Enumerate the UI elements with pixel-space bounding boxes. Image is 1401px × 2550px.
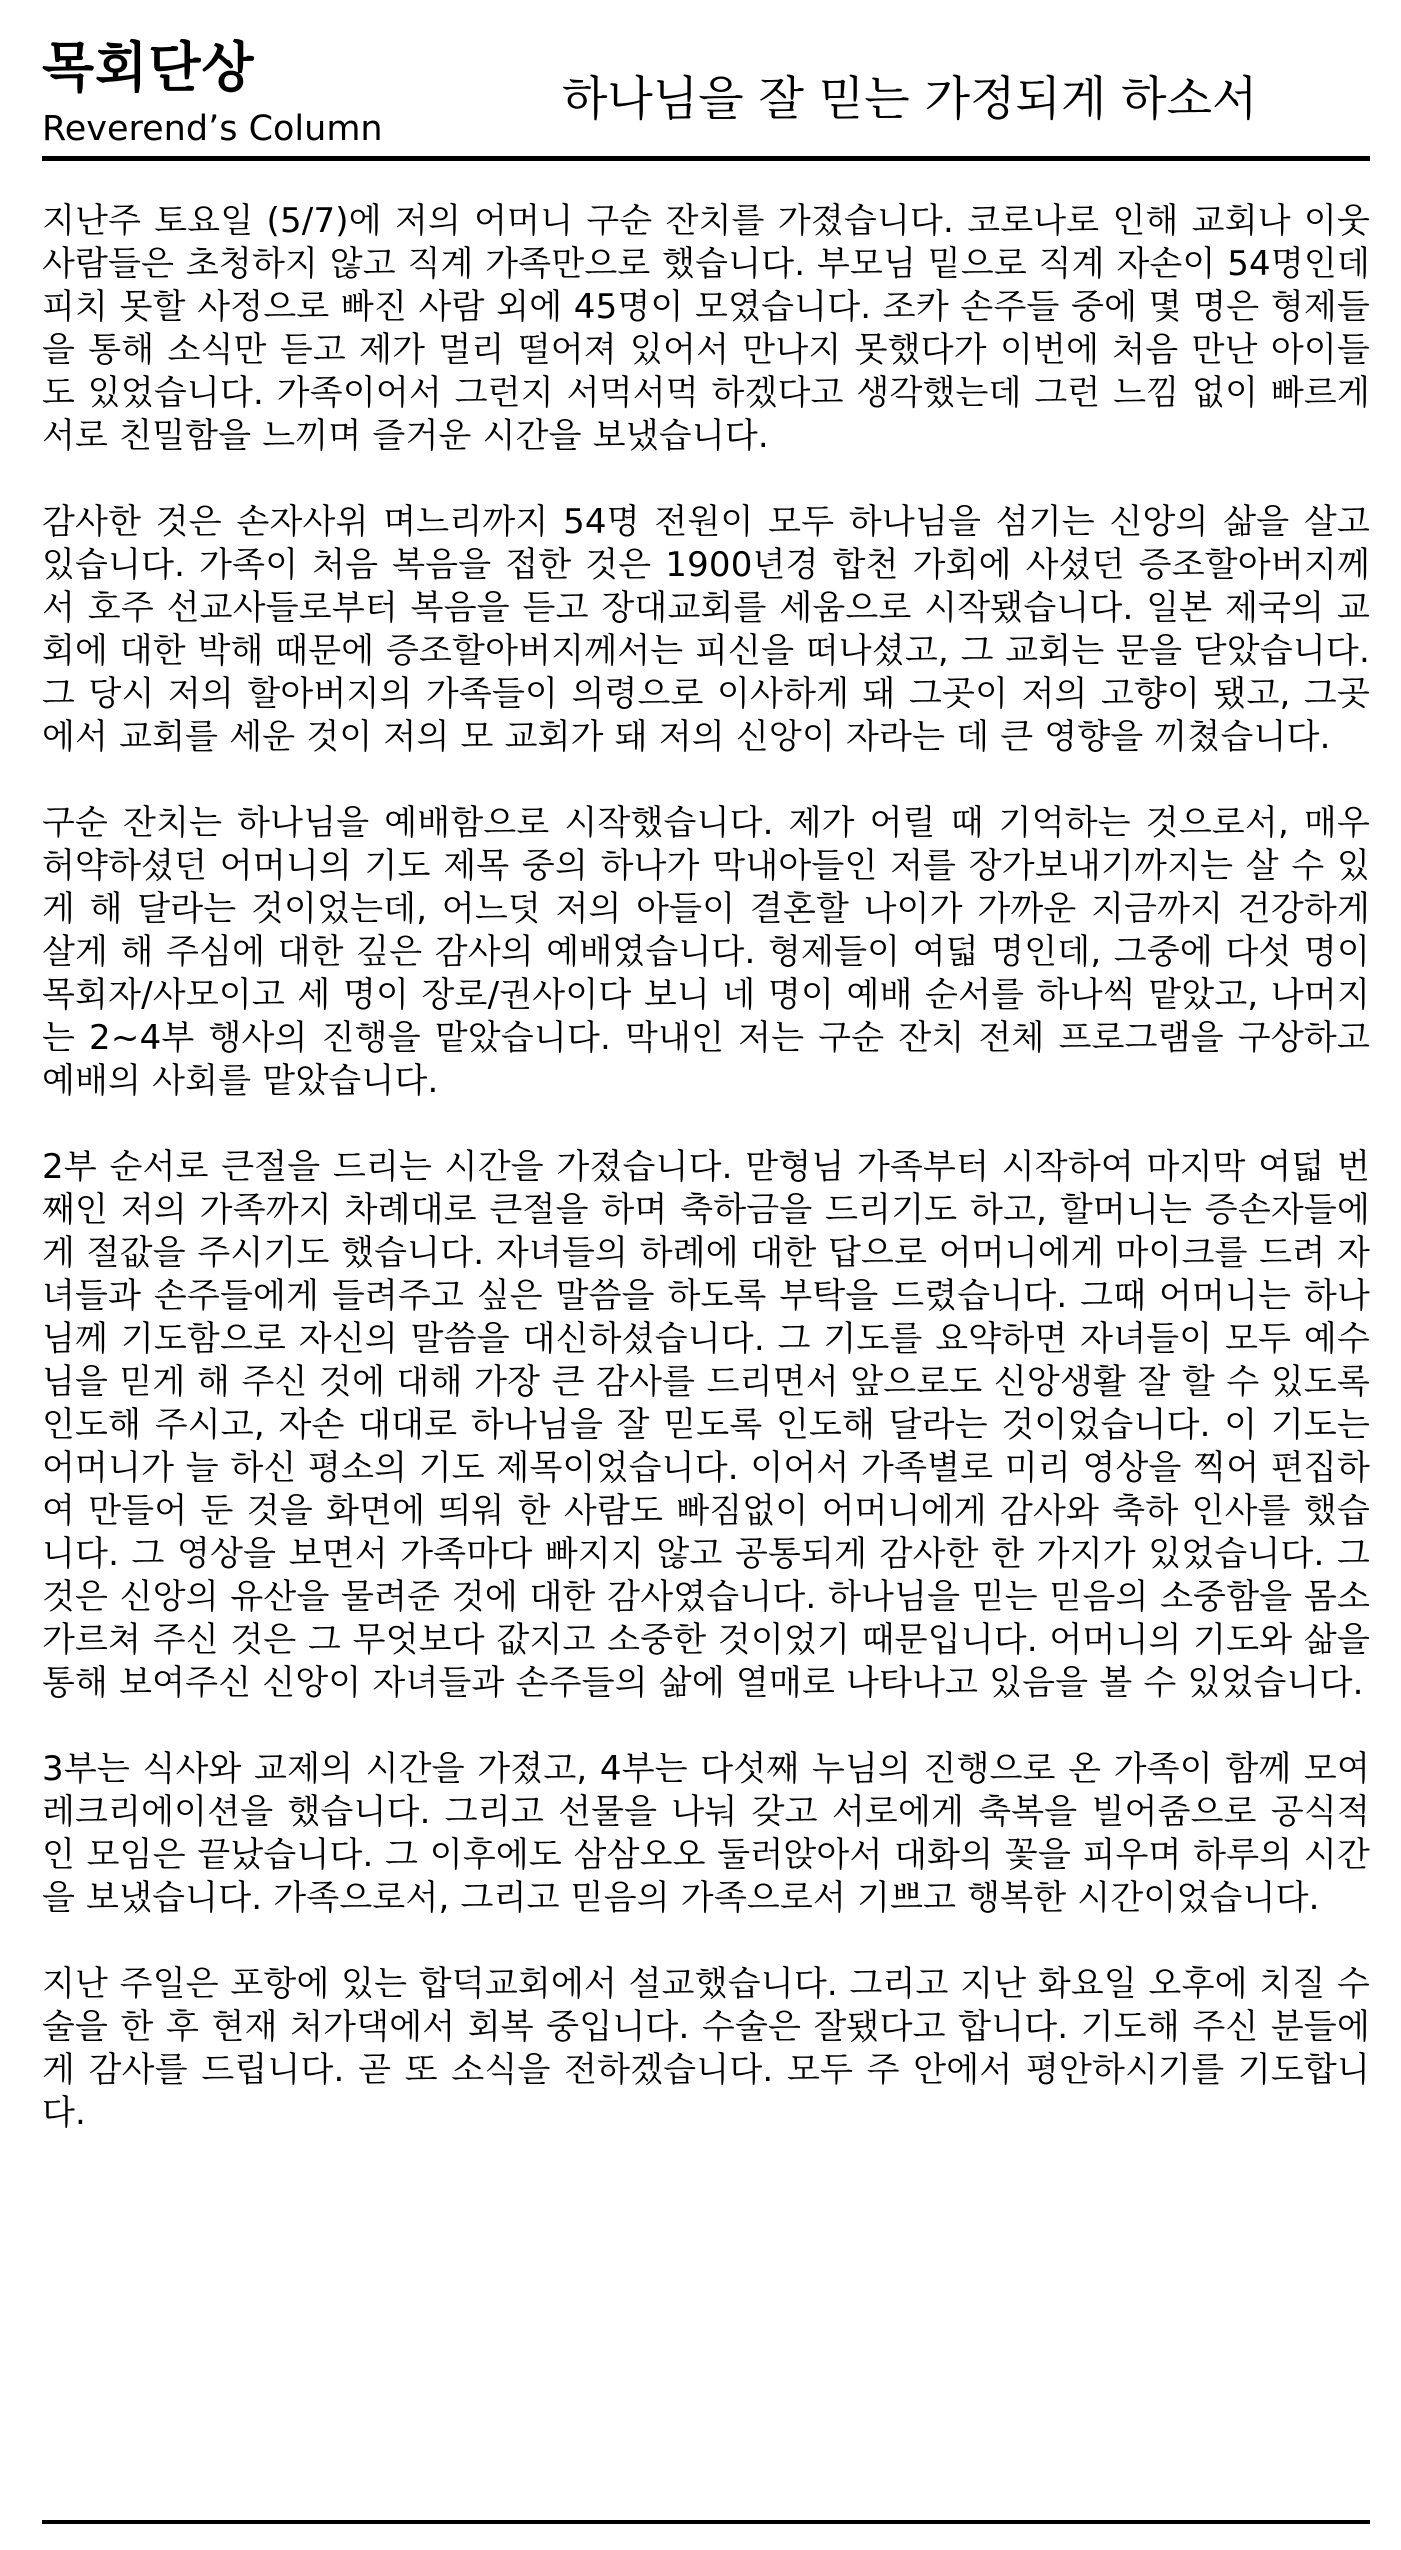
paragraph-3: 구순 잔치는 하나님을 예배함으로 시작했습니다. 제가 어릴 때 기억하는 것으로서, 매우 허약하셨던 어머니의 기도 제목 중의 하나가 막내아들인 저를 장가보내기까지는 살 수 있게 해 달라는 것이었는데, 어느덧 저의 아들이 결혼할 나이가 가까운 지금까지 건강하게 살게 해 주심에 대한 깊은 감사의 예배였습니다. 형제들이 여덟 명인데, 그중에 다섯 명이 목회자/사모이고 세 명이 장로/권사이다 보니 네 명이 예배 순서를 하나씩 맡았고, 나머지는 2~4부 행사의 진행을 맡았습니다. 막내인 저는 구순 잔치 전체 프로그램을 구상하고 예배의 사회를 맡았습니다. [42, 803, 1370, 1101]
footer-divider [42, 2520, 1370, 2524]
paragraph-6: 지난 주일은 포항에 있는 합덕교회에서 설교했습니다. 그리고 지난 화요일 오후에 치질 수술을 한 후 현재 처가댁에서 회복 중입니다. 수술은 잘됐다고 합니다. 기도해 주신 분들에게 감사를 드립니다. 곧 또 소식을 전하겠습니다. 모두 주 안에서 평안하시기를 기도합니다. [42, 1964, 1370, 2133]
paragraph-5: 3부는 식사와 교제의 시간을 가졌고, 4부는 다섯째 누님의 진행으로 온 가족이 함께 모여 레크리에이션을 했습니다. 그리고 선물을 나눠 갖고 서로에게 축복을 빌어줌으로 공식적인 모임은 끝났습니다. 그 이후에도 삼삼오오 둘러앉아서 대화의 꽃을 피우며 하루의 시간을 보냈습니다. 가족으로서, 그리고 믿음의 가족으로서 기쁘고 행복한 시간이었습니다. [42, 1749, 1370, 1918]
column-title: 목회단상 [42, 36, 255, 99]
paragraph-4: 2부 순서로 큰절을 드리는 시간을 가졌습니다. 맏형님 가족부터 시작하여 마지막 여덟 번째인 저의 가족까지 차례대로 큰절을 하며 축하금을 드리기도 하고, 할머니는 증손자들에게 절값을 주시기도 했습니다. 자녀들의 하례에 대한 답으로 어머니에게 마이크를 드려 자녀들과 손주들에게 들려주고 싶은 말씀을 하도록 부탁을 드렸습니다. 그때 어머니는 하나님께 기도함으로 자신의 말씀을 대신하셨습니다. 그 기도를 요약하면 자녀들이 모두 예수님을 믿게 해 주신 것에 대해 가장 큰 감사를 드리면서 앞으로도 신앙생활 잘 할 수 있도록 인도해 주시고, 자손 대대로 하나님을 잘 믿도록 인도해 달라는 것이었습니다. 이 기도는 어머니가 늘 하신 평소의 기도 제목이었습니다. 이어서 가족별로 미리 영상을 찍어 편집하여 만들어 둔 것을 화면에 띄워 한 사람도 빠짐없이 어머니에게 감사와 축하 인사를 했습니다. 그 영상을 보면서 가족마다 빠지지 않고 공통되게 감사한 한 가지가 있었습니다. 그것은 신앙의 유산을 물려준 것에 대한 감사였습니다. 하나님을 믿는 믿음의 소중함을 몸소 가르쳐 주신 것은 그 무엇보다 값지고 소중한 것이었기 때문입니다. 어머니의 기도와 삶을 통해 보여주신 신앙이 자녀들과 손주들의 삶에 열매로 나타나고 있음을 볼 수 있었습니다. [42, 1147, 1370, 1703]
paragraph-2: 감사한 것은 손자사위 며느리까지 54명 전원이 모두 하나님을 섬기는 신앙의 삶을 살고 있습니다. 가족이 처음 복음을 접한 것은 1900년경 합천 가회에 사셨던 증조할아버지께서 호주 선교사들로부터 복음을 듣고 장대교회를 세움으로 시작됐습니다. 일본 제국의 교회에 대한 박해 때문에 증조할아버지께서는 피신을 떠나셨고, 그 교회는 문을 닫았습니다. 그 당시 저의 할아버지의 가족들이 의령으로 이사하게 돼 그곳이 저의 고향이 됐고, 그곳에서 교회를 세운 것이 저의 모 교회가 돼 저의 신앙이 자라는 데 큰 영향을 끼쳤습니다. [42, 502, 1370, 757]
article-headline: 하나님을 잘 믿는 가정되게 하소서 [562, 72, 1258, 127]
header-divider [42, 156, 1370, 161]
paragraph-1: 지난주 토요일 (5/7)에 저의 어머니 구순 잔치를 가졌습니다. 코로나로 인해 교회나 이웃 사람들은 초청하지 않고 직계 가족만으로 했습니다. 부모님 밑으로 직계 자손이 54명인데 피치 못할 사정으로 빠진 사람 외에 45명이 모였습니다. 조카 손주들 중에 몇 명은 형제들을 통해 소식만 듣고 제가 멀리 떨어져 있어서 만나지 못했다가 이번에 처음 만난 아이들도 있었습니다. 가족이어서 그런지 서먹서먹 하겠다고 생각했는데 그런 느낌 없이 빠르게 서로 친밀함을 느끼며 즐거운 시간을 보냈습니다. [42, 201, 1370, 456]
column-header [42, 28, 1370, 154]
column-subtitle: Reverend’s Column [42, 109, 383, 149]
article-body [42, 200, 1370, 2135]
